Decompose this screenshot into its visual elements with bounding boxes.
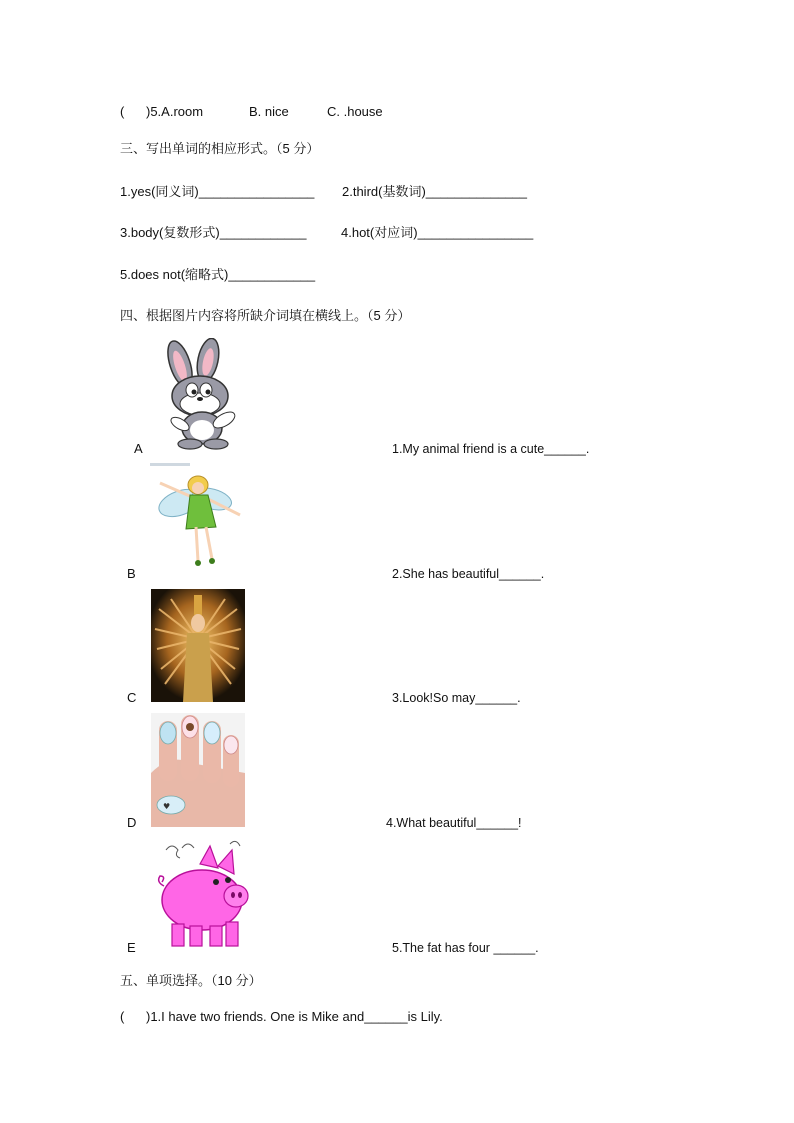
svg-text:♥: ♥	[163, 802, 171, 811]
option-letter-e: E	[127, 940, 136, 955]
answer-paren: (	[120, 104, 125, 119]
option-letter-c: C	[127, 690, 137, 705]
section-3-row-2	[0, 225, 794, 241]
picture-sentence-5: 5.The fat has four ______.	[392, 941, 539, 955]
option-letter-d: D	[127, 815, 137, 830]
section-4-title: 四、根据图片内容将所缺介词填在横线上。（5 分）	[120, 308, 411, 323]
question-1-text: )1.I have two friends. One is Mike and______is Lily.	[146, 1009, 443, 1024]
nails-picture	[151, 713, 245, 827]
choice-c: C. .house	[327, 104, 383, 119]
section-3-row-3	[0, 267, 794, 283]
word-form-item-1: 1.yes(同义词)________________	[120, 184, 315, 199]
picture-sentence-4: 4.What beautiful______!	[386, 816, 522, 830]
section-3-row-1	[0, 184, 794, 200]
section-3-title: 三、写出单词的相应形式。（5 分）	[120, 141, 320, 156]
option-letter-a: A	[134, 441, 143, 456]
picture-sentence-1: 1.My animal friend is a cute______.	[392, 442, 590, 456]
picture-sentence-3: 3.Look!So may______.	[392, 691, 521, 705]
word-form-item-2: 2.third(基数词)______________	[342, 184, 528, 199]
choice-a: )5.A.room	[146, 104, 204, 119]
picture-sentence-2: 2.She has beautiful______.	[392, 567, 545, 581]
question-5-choices	[0, 104, 794, 120]
dancer-picture	[151, 589, 245, 702]
section-5-title: 五、单项选择。（10 分）	[120, 973, 262, 988]
word-form-item-4: 4.hot(对应词)________________	[341, 225, 534, 240]
word-form-item-3: 3.body(复数形式)____________	[120, 225, 307, 240]
option-letter-b: B	[127, 566, 136, 581]
section-5-question-1	[0, 1009, 794, 1025]
word-form-item-5: 5.does not(缩略式)____________	[120, 267, 316, 282]
choice-b: B. nice	[249, 104, 289, 119]
answer-paren: (	[120, 1009, 125, 1024]
fairy-picture	[150, 463, 246, 576]
rabbit-picture	[150, 338, 254, 452]
pig-picture	[152, 838, 252, 952]
